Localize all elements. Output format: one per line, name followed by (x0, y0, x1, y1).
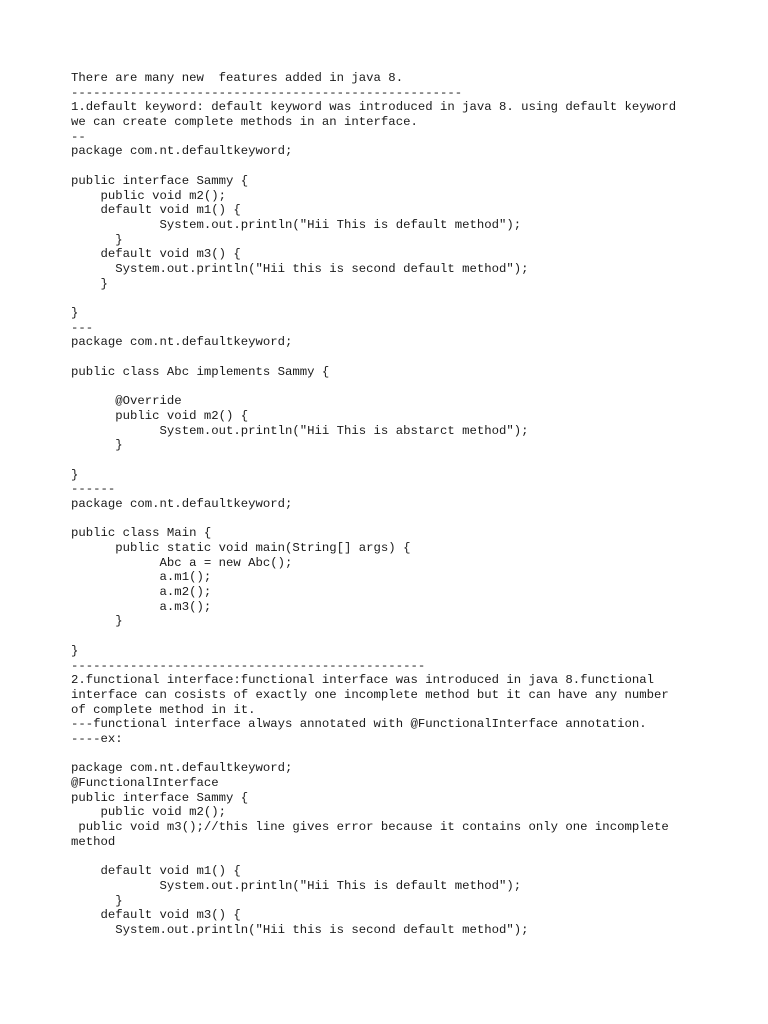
document-text: There are many new features added in java 8. ----------------------------------------------------- 1.default keyword: default keyword was introduced in java 8. using default keyword we can create complete methods in an interface. -- package com.nt.defaultkeyword; public interface Sammy { public void m2(); default void m1() { System.out.println("Hii This is default method"); } default void m3() { System.out.println("Hii this is second default method"); } } --- package com.nt.defaultkeyword; public class Abc implements Sammy { @Override public void m2() { System.out.println("Hii This is abstarct method"); } } ------ package com.nt.defaultkeyword; public class Main { public static void main(String[] args) { Abc a = new Abc(); a.m1(); a.m2(); a.m3(); } } ------------------------------------------------ 2.functional interface:functional interface was introduced in java 8.functional interface can cosists of exactly one incomplete method but it can have any number of complete method in it. ---functional interface always annotated with @FunctionalInterface annotation. ----ex: package com.nt.defaultkeyword; @FunctionalInterface public interface Sammy { public void m2(); public void m3();//this line gives error because it contains only one incomplete method default void m1() { System.out.println("Hii This is default method"); } default void m3() { System.out.println("Hii this is second default method"); (71, 71, 677, 937)
